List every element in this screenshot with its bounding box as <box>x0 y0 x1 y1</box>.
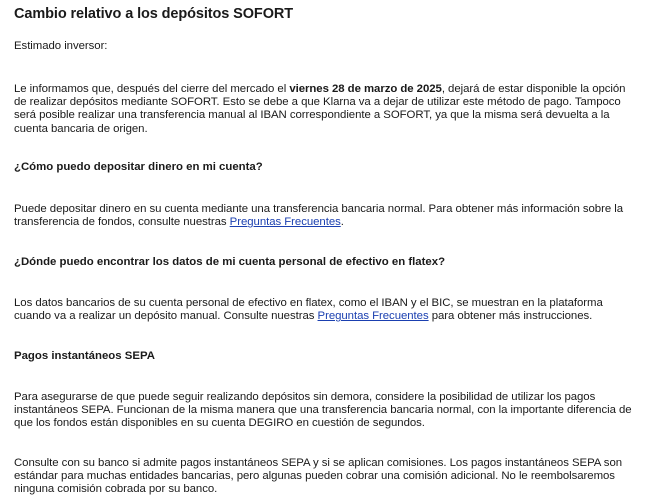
deposit-text-before: Puede depositar dinero en su cuenta mediante una transferencia bancaria normal. Para obtener más información sobre la transferencia de fondos, consulte nuestras <box>14 203 623 229</box>
account-text-after: para obtener más instrucciones. <box>428 310 593 323</box>
section-heading-deposit: ¿Cómo puedo depositar dinero en mi cuenta? <box>14 161 263 173</box>
section-paragraph-deposit <box>14 203 632 229</box>
faq-link-account[interactable]: Preguntas Frecuentes <box>317 310 429 323</box>
deposit-text-after: . <box>340 216 344 229</box>
sepa-paragraph-1: Para asegurarse de que puede seguir realizando depósitos sin demora, considere la posibilidad de utilizar los pagos instantáneos SEPA. Funcionan de la misma manera que una transferencia bancaria normal, con la importante diferencia de que los fondos están disponibles en su cuenta DEGIRO en cuestión de segundos. <box>14 391 632 430</box>
page-title: Cambio relativo a los depósitos SOFORT <box>14 6 293 22</box>
faq-link-deposit[interactable]: Preguntas Frecuentes <box>229 216 341 229</box>
section-heading-sepa: Pagos instantáneos SEPA <box>14 350 155 362</box>
intro-text-before: Le informamos que, después del cierre del mercado el <box>14 83 290 95</box>
section-heading-account-details: ¿Dónde puedo encontrar los datos de mi cuenta personal de efectivo en flatex? <box>14 256 446 268</box>
greeting: Estimado inversor: <box>14 40 108 52</box>
intro-text-after: , dejará de estar disponible la opción de realizar depósitos mediante SOFORT. Esto se debe a que Klarna va a dejar de utilizar este método de pago. Tampoco será posible realizar una transferencia manual al IBAN correspondiente a SOFORT, ya que la misma será devuelta a la cuenta bancaria de origen. <box>14 83 626 135</box>
closing-date: viernes 28 de marzo de 2025 <box>289 83 442 95</box>
intro-paragraph <box>14 83 632 136</box>
account-text-before: Los datos bancarios de su cuenta personal de efectivo en flatex, como el IBAN y el BIC, se muestran en la plataforma cuando va a realizar un depósito manual. Consulte nuestras <box>14 297 603 323</box>
sepa-paragraph-2: Consulte con su banco si admite pagos instantáneos SEPA y si se aplican comisiones. Los pagos instantáneos SEPA son estándar para muchas entidades bancarias, pero algunas pueden cobrar una comisión adicional. No le reembolsaremos ninguna comisión cobrada por su banco. <box>14 457 623 496</box>
section-paragraph-account-details <box>14 297 632 323</box>
